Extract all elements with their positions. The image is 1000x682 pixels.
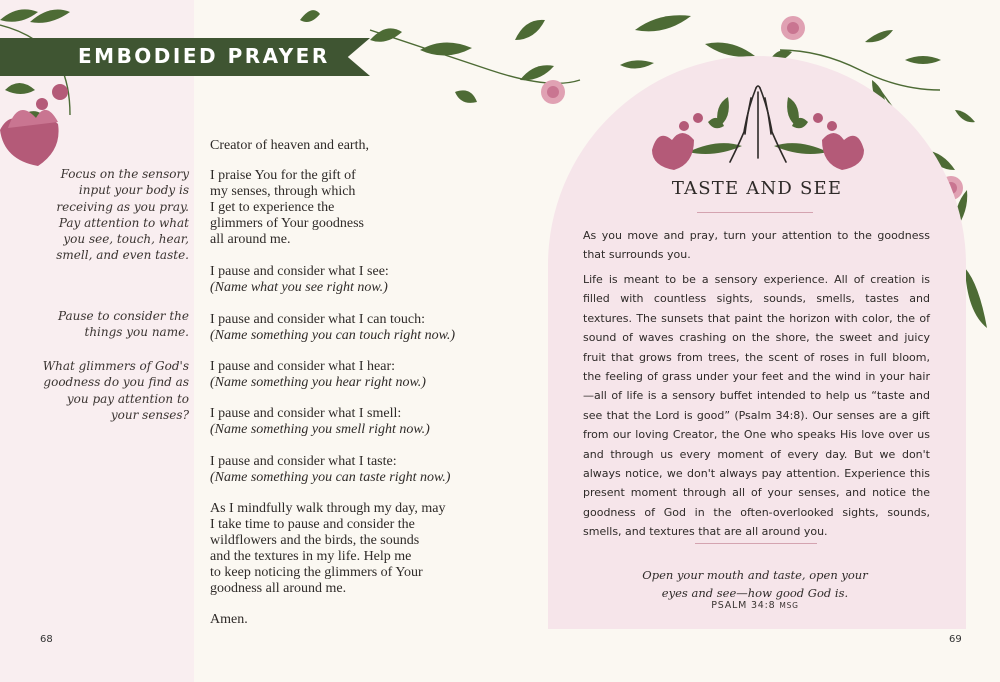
prayer-stanza-taste: I pause and consider what I taste: (Name something you can taste right now.): [210, 454, 451, 485]
leaf-icon: [300, 10, 320, 22]
page-number-left: 68: [40, 634, 53, 645]
prayer-closing: As I mindfully walk through my day, may I take time to pause and consider the wildflowers and the birds, the sounds and the textures in my life. Help me to keep noticing the glimmers of Your goodness all around me.: [210, 501, 446, 596]
prayer-stanza-touch: I pause and consider what I can touch: (Name something you can touch right now.): [210, 312, 456, 343]
body-paragraph: Life is meant to be a sensory experience. All of creation is filled with countless sights, sounds, smells, tastes and textures. The sunsets that paint the horizon with color, the of sound of waves crashing on the shore, the sweet and juicy fruit that grows from trees, the scent of roses in full bloom, the feeling of grass under your feet and the wind in your hair—all of life is a sensory buffet intended to help us “taste and see that the Lord is good” (Psalm 34:8). Our senses are a gift from our loving Creator, the One who speaks His love over us and through us every moment of every day. But we don't always notice, we don't always pay attention. Experience this present moment through all of your senses, and notice the goodness of God in the often-overlooked sights, sounds, smells, and textures that are all around you.: [583, 273, 930, 539]
side-note: Pause to consider the things you name.: [57, 309, 189, 340]
section-title: TASTE AND SEE: [671, 178, 843, 199]
prayer-stanza-see: I pause and consider what I see: (Name what you see right now.): [210, 264, 389, 295]
divider: [697, 212, 813, 213]
prayer-stanza-hear: I pause and consider what I hear: (Name something you hear right now.): [210, 359, 426, 390]
prayer-greeting: Creator of heaven and earth,: [210, 138, 369, 153]
praying-hands-emblem: [648, 82, 868, 172]
leaf-icon: [0, 9, 38, 21]
leaf-icon: [515, 20, 545, 40]
prayer-stanza-smell: I pause and consider what I smell: (Name something you smell right now.): [210, 406, 430, 437]
page-number-right: 69: [949, 634, 962, 645]
scripture-citation: PSALM 34:8 MSG: [711, 600, 799, 611]
scripture-quote: Open your mouth and taste, open your eyes and see—how good God is.: [642, 568, 868, 600]
leaf-icon: [965, 268, 987, 328]
leaf-icon: [620, 60, 654, 68]
prayer-intro: I praise You for the gift of my senses, through which I get to experience the glimmers of Your goodness all around me.: [210, 168, 365, 247]
leaf-icon: [520, 65, 554, 80]
leaf-icon: [955, 110, 975, 122]
divider: [695, 543, 817, 544]
side-note: What glimmers of God's goodness do you find as you pay attention to your senses?: [42, 359, 189, 422]
leaf-icon: [905, 56, 941, 64]
leaf-icon: [455, 90, 477, 103]
page-title: EMBODIED PRAYER: [78, 44, 330, 68]
side-note: Focus on the sensory input your body is receiving as you pray. Pay attention to what you see, touch, hear, smell, and even taste.: [56, 167, 189, 263]
leaf-icon: [865, 30, 893, 42]
leaf-icon: [635, 15, 691, 31]
leaf-icon: [705, 43, 755, 57]
prayer-amen: Amen.: [210, 612, 248, 627]
leaf-icon: [5, 83, 35, 94]
body-paragraph: As you move and pray, turn your attention to the goodness that surrounds you.: [583, 229, 930, 262]
praying-hands-icon: [730, 86, 786, 162]
